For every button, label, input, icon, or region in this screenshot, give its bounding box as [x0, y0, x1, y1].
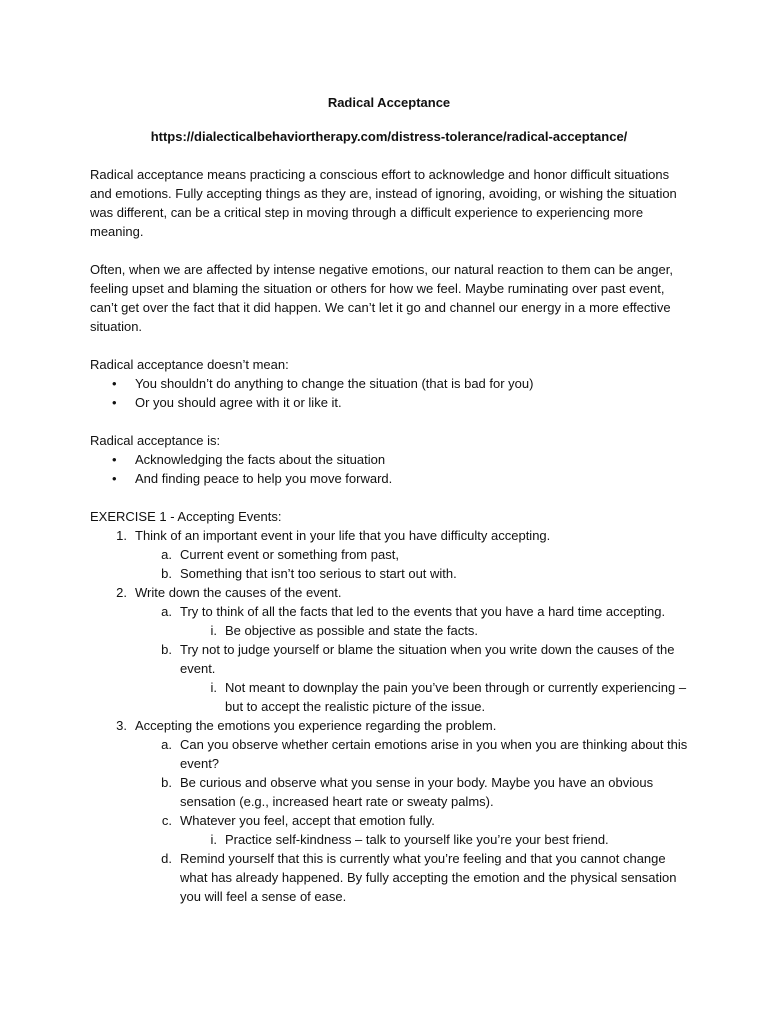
acceptance-is-list [90, 450, 688, 488]
sub-sub-step-text: Not meant to downplay the pain you’ve been through or currently experiencing – but to accept the realistic picture of the issue. [225, 680, 687, 714]
sub-step [90, 545, 688, 564]
emotions-paragraph: Often, when we are affected by intense negative emotions, our natural reaction to them can be anger, feeling upset and blaming the situation or others for how we feel. Maybe ruminating over past event, can’t get over the fact that it did happen. We can’t let it go and channel our energy in a more effective situation. [90, 262, 673, 334]
sub-step [90, 773, 688, 811]
exercise-step [90, 583, 688, 602]
sub-step [90, 564, 688, 583]
exercise-list [90, 526, 688, 906]
sub-sub-step-text: Be objective as possible and state the facts. [225, 623, 478, 638]
sub-step-marker: d. [161, 851, 172, 866]
step-text: Write down the causes of the event. [135, 585, 342, 600]
sub-sub-step-text: Practice self-kindness – talk to yourself like you’re your best friend. [225, 832, 609, 847]
sub-sub-step [90, 621, 688, 640]
step-text: Think of an important event in your life that you have difficulty accepting. [135, 528, 551, 543]
sub-sub-step-marker: i. [210, 680, 217, 695]
sub-step-marker: a. [161, 547, 172, 562]
sub-step-text: Try to think of all the facts that led to the events that you have a hard time accepting. [180, 604, 666, 619]
list-item: • You shouldn’t do anything to change the situation (that is bad for you) [90, 374, 688, 393]
step-number: 2. [116, 585, 127, 600]
exercise-step [90, 526, 688, 545]
sub-step-text: Try not to judge yourself or blame the situation when you write down the causes of the event. [180, 642, 675, 676]
sub-step-text: Something that isn’t too serious to start out with. [180, 566, 457, 581]
sub-step-marker: b. [161, 566, 172, 581]
exercise-step [90, 716, 688, 735]
sub-step [90, 640, 688, 678]
doesnt-mean-list [90, 374, 688, 412]
sub-step [90, 602, 688, 621]
sub-step-marker: b. [161, 642, 172, 657]
sub-step-text: Whatever you feel, accept that emotion fully. [180, 813, 435, 828]
sub-sub-step-marker: i. [210, 623, 217, 638]
sub-sub-step [90, 678, 688, 716]
acceptance-is-heading: Radical acceptance is: [90, 433, 221, 448]
sub-step-text: Current event or something from past, [180, 547, 399, 562]
sub-step-marker: c. [161, 813, 172, 828]
sub-step [90, 811, 688, 830]
sub-step-text: Be curious and observe what you sense in your body. Maybe you have an obvious sensation (e.g., increased heart rate or sweaty palms). [180, 775, 654, 809]
sub-sub-step [90, 830, 688, 849]
source-url: https://dialecticalbehaviortherapy.com/distress-tolerance/radical-acceptance/ [150, 129, 628, 144]
step-number: 3. [116, 718, 127, 733]
step-number: 1. [116, 528, 127, 543]
sub-step [90, 849, 688, 906]
list-item: • And finding peace to help you move forward. [90, 469, 688, 488]
sub-step-marker: b. [161, 775, 172, 790]
sub-step [90, 735, 688, 773]
document-title: Radical Acceptance [327, 95, 451, 110]
list-item: • Or you should agree with it or like it. [90, 393, 688, 412]
doesnt-mean-heading: Radical acceptance doesn’t mean: [90, 357, 289, 372]
list-item: • Acknowledging the facts about the situation [90, 450, 688, 469]
exercise-heading: EXERCISE 1 - Accepting Events: [90, 509, 282, 524]
sub-sub-step-marker: i. [210, 832, 217, 847]
step-text: Accepting the emotions you experience regarding the problem. [135, 718, 497, 733]
sub-step-text: Can you observe whether certain emotions arise in you when you are thinking about this event? [180, 737, 688, 771]
intro-paragraph: Radical acceptance means practicing a conscious effort to acknowledge and honor difficult situations and emotions. Fully accepting things as they are, instead of ignoring, avoiding, or wishing the situation was different, can be a critical step in moving through a difficult experience to experiencing more meaning. [90, 167, 677, 239]
sub-step-marker: a. [161, 737, 172, 752]
sub-step-marker: a. [161, 604, 172, 619]
sub-step-text: Remind yourself that this is currently what you’re feeling and that you cannot change what has already happened. By fully accepting the emotion and the physical sensation you will feel a sense of ease. [180, 851, 677, 904]
